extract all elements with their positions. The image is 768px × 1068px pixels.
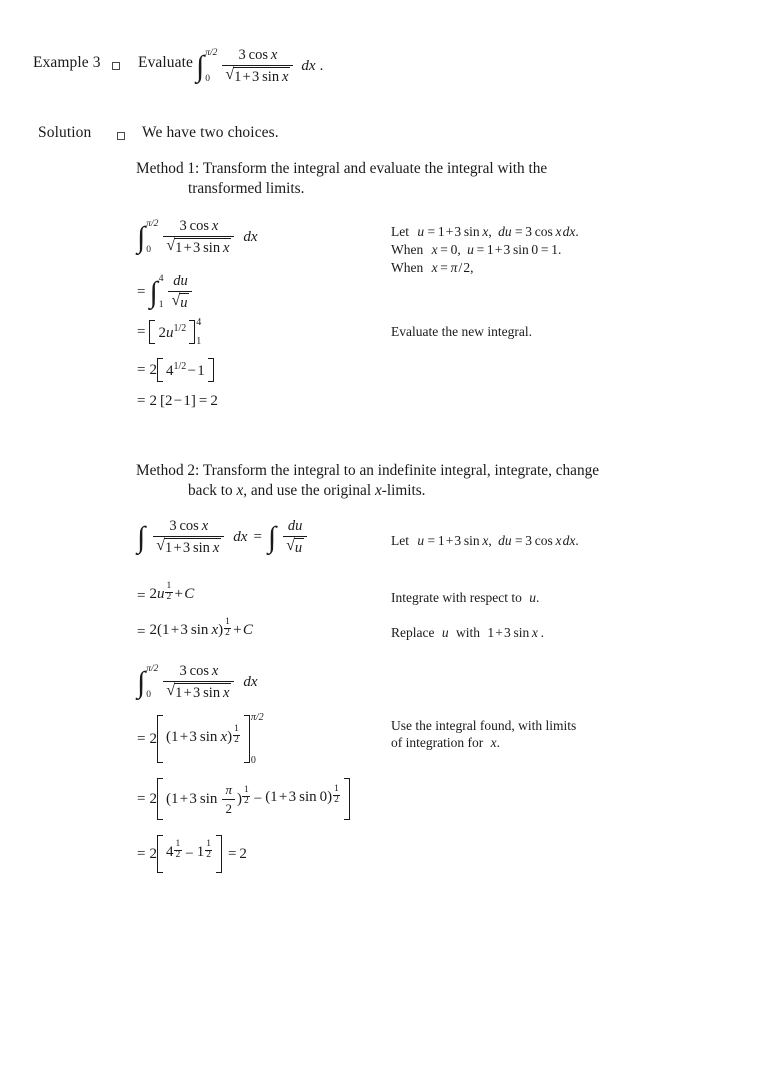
radicand: 1 + 3 sin x	[175, 239, 230, 256]
variable: u	[529, 590, 536, 605]
radical-sign: √	[171, 291, 181, 309]
equals-sign: =	[137, 623, 146, 640]
radical	[156, 538, 221, 557]
du-definition-rhs: = 3 cos x dx	[514, 533, 576, 548]
equals-sign: =	[137, 323, 146, 340]
m1-step-5	[137, 387, 218, 415]
radical	[286, 538, 304, 557]
method1-heading	[136, 159, 696, 199]
coefficient: 2	[149, 361, 157, 378]
x-value: x = π / 2	[431, 260, 471, 275]
bracket-group	[149, 317, 202, 347]
m1-note-4: Evaluate the new integral.	[391, 324, 532, 339]
upper-limit: 4	[196, 317, 202, 328]
bracket-right	[216, 835, 222, 873]
period: .	[535, 590, 540, 605]
bracket-left	[157, 835, 163, 873]
integrand-fraction	[153, 518, 224, 557]
du-definition-rhs: = 3 cos x dx	[514, 224, 576, 239]
expression: 2u $\frac{1}{2}$ + C	[149, 580, 195, 602]
equals-sign: =	[137, 730, 146, 747]
example-label: Example 3	[33, 54, 101, 71]
radical-sign: √	[286, 536, 295, 554]
numerator: du	[287, 517, 303, 534]
denominator	[163, 681, 234, 702]
equals-sign: =	[137, 283, 146, 300]
solution-text: We have two choices.	[142, 124, 279, 141]
lower-limit: 0	[146, 245, 151, 255]
integrand-fraction	[163, 663, 234, 702]
equals-sign: =	[137, 790, 146, 807]
method2-title: Method 2: Transform the integral to an indefinite integral, integrate, change	[136, 462, 600, 479]
bracket-group	[157, 358, 214, 382]
radicand: 1 + 3 sin x	[234, 68, 289, 85]
radicand: 1 + 3 sin x	[165, 539, 220, 556]
bracket-group	[157, 712, 264, 766]
bracket-content	[157, 319, 187, 346]
integral-limits	[158, 274, 164, 310]
m1-note-1: Let u = 1 + 3 sin x, du = 3 cos x dx.	[391, 224, 579, 239]
note-text: Integrate with respect to	[391, 590, 522, 605]
numerator: 3 cos x	[169, 517, 209, 534]
with-word: with	[455, 625, 480, 640]
variable: u	[441, 625, 449, 640]
hollow-square-icon	[112, 62, 120, 70]
lower-limit: 0	[146, 690, 151, 700]
minus-sign: −	[253, 790, 263, 807]
numerator: du	[173, 272, 188, 289]
bracket-left	[157, 778, 163, 820]
numerator: 3 cos x	[179, 662, 219, 679]
differential-dx: dx	[233, 528, 248, 545]
integrand-fraction	[222, 47, 293, 86]
m2-note-2	[391, 588, 539, 607]
bracket-group	[157, 835, 222, 873]
x-value: x = 0	[431, 242, 458, 257]
note-text: Replace	[391, 625, 435, 640]
integrand-fraction-u	[283, 518, 307, 557]
note-text: of integration for	[391, 735, 484, 750]
method2-heading	[136, 461, 716, 501]
bracket-content	[165, 725, 242, 753]
u-definition: u	[417, 224, 425, 239]
equals-sign: =	[137, 392, 146, 409]
example-bullet	[112, 59, 120, 77]
radicand: u	[180, 294, 188, 311]
bracket-content	[165, 778, 342, 821]
term-upper: (1 + 3 sin $\frac{\pi}{2}$ ) $\frac{1}{2}$	[165, 781, 249, 816]
lower-limit: 0	[205, 74, 210, 84]
radical	[225, 67, 290, 86]
variable: x	[490, 735, 497, 750]
method2-title-continuation: back to x, and use the original x-limits.	[188, 482, 426, 500]
expression: $2u^{1/2}$	[158, 322, 187, 341]
bracket-left	[149, 320, 155, 344]
lower-limit: 1	[196, 336, 202, 347]
upper-limit: π/2	[146, 219, 159, 229]
bracket-right	[189, 320, 195, 344]
bracket-content	[165, 357, 206, 384]
differential-dx: dx	[301, 57, 316, 74]
result: = 2	[227, 845, 247, 862]
term-lower: (1 + 3 sin 0) $\frac{1}{2}$	[265, 783, 339, 805]
equals-sign: =	[137, 587, 146, 604]
note-prefix: When	[391, 260, 424, 275]
equals-sign: =	[137, 361, 146, 378]
solution-bullet	[117, 129, 125, 147]
period: .	[537, 625, 544, 640]
m2-step-2	[137, 580, 194, 612]
bracket-right	[208, 358, 214, 382]
denominator	[163, 236, 234, 257]
upper-limit: 4	[158, 274, 164, 284]
coefficient: 2	[149, 845, 157, 862]
denominator	[283, 536, 307, 557]
bracket-limits	[196, 317, 202, 347]
u-value: u = 1 + 3 sin 0 = 1	[467, 242, 558, 257]
period: .	[496, 735, 500, 750]
m2-step-6	[137, 775, 350, 823]
upper-limit: π/2	[146, 664, 159, 674]
expression: (1 + 3 sin x) $\frac{1}{2}$	[165, 723, 239, 745]
m2-step-3	[137, 616, 253, 648]
period: .	[319, 57, 324, 74]
du-definition: du	[498, 224, 512, 239]
denominator	[222, 65, 293, 86]
note-prefix: Let	[391, 224, 409, 239]
denominator	[153, 536, 224, 557]
m2-step-4: ∫ π/2 0 3 cos x √ 1 + 3 sin x dx	[137, 662, 258, 701]
example-label-row	[33, 54, 101, 72]
u-definition-rhs: = 1 + 3 sin x	[427, 224, 489, 239]
term-upper: 4 $\frac{1}{2}$	[165, 838, 181, 860]
upper-limit: π/2	[250, 712, 264, 723]
equals-sign: =	[253, 528, 262, 545]
coefficient: 2	[149, 730, 157, 747]
hollow-square-icon	[117, 132, 125, 140]
example-integral: ∫ π/2 0 3 cos x √ 1 + 3 sin x dx .	[196, 46, 324, 85]
upper-limit: π/2	[205, 48, 218, 58]
denominator	[168, 291, 192, 312]
integrand-fraction	[163, 218, 234, 257]
numerator: 3 cos x	[179, 217, 219, 234]
u-definition: u	[417, 533, 425, 548]
integrand-fraction	[168, 273, 192, 312]
m2-note-4-line1: Use the integral found, with limits	[391, 718, 577, 733]
m2-step-1: ∫ 3 cos x √ 1 + 3 sin x dx = ∫ du √ u	[137, 516, 309, 558]
m1-note-3: When x = π / 2,	[391, 260, 474, 275]
bracket-right	[344, 778, 350, 820]
lower-limit: 1	[158, 300, 164, 310]
term-lower: 1 $\frac{1}{2}$	[196, 838, 211, 860]
radical	[171, 293, 189, 312]
m1-note-2: When x = 0, u = 1 + 3 sin 0 = 1.	[391, 242, 562, 257]
note-prefix: When	[391, 242, 424, 257]
m2-note-1: Let u = 1 + 3 sin x, du = 3 cos x dx.	[391, 533, 579, 548]
minus-sign: −	[185, 845, 194, 862]
radical	[166, 238, 231, 257]
radicand: u	[294, 539, 303, 556]
example-instruction: Evaluate	[138, 54, 194, 71]
radical-sign: √	[166, 681, 176, 699]
numerator: 3 cos x	[238, 46, 278, 63]
du-definition: du	[498, 533, 512, 548]
differential-dx: dx	[243, 673, 258, 690]
radical	[166, 683, 231, 702]
bracket-group	[157, 778, 350, 820]
bracket-content	[165, 840, 214, 868]
m1-step-1: ∫ π/2 0 3 cos x √ 1 + 3 sin x dx	[137, 217, 258, 256]
bracket-limits	[250, 712, 264, 766]
lower-limit: 0	[250, 755, 256, 766]
integral-limits	[146, 664, 159, 700]
radical-sign: √	[225, 65, 235, 83]
expression: 1 + 3 sin x	[487, 625, 538, 640]
radical-sign: √	[156, 536, 165, 554]
method1-title-continuation: transformed limits.	[188, 180, 305, 198]
expression: 2 [2 − 1] = 2	[149, 392, 218, 409]
m2-step-7	[137, 832, 247, 876]
integral-limits	[205, 48, 218, 84]
differential-dx: dx	[243, 228, 258, 245]
m2-step-5	[137, 712, 264, 766]
coefficient: 2	[149, 790, 157, 807]
m1-step-3	[137, 317, 201, 347]
m1-step-4	[137, 355, 214, 385]
expression: 2(1 + 3 sin x) $\frac{1}{2}$ + C	[149, 616, 253, 638]
bracket-left	[157, 715, 163, 763]
method1-title: Method 1: Transform the integral and evaluate the integral with the	[136, 160, 548, 177]
let-prefix: Let	[391, 533, 409, 548]
radicand: 1 + 3 sin x	[175, 684, 230, 701]
m1-step-2: = ∫ 4 1 du √ u	[137, 272, 194, 312]
integral-limits	[146, 219, 159, 255]
solution-label: Solution	[38, 124, 92, 141]
radical-sign: √	[166, 236, 176, 254]
bracket-left	[157, 358, 163, 382]
bracket-right	[244, 715, 250, 763]
u-definition-rhs: = 1 + 3 sin x	[427, 533, 489, 548]
expression: $4^{1/2}$ − 1	[165, 360, 205, 379]
m2-note-3	[391, 623, 544, 642]
equals-sign: =	[137, 845, 146, 862]
m2-note-4-line2	[391, 733, 500, 752]
